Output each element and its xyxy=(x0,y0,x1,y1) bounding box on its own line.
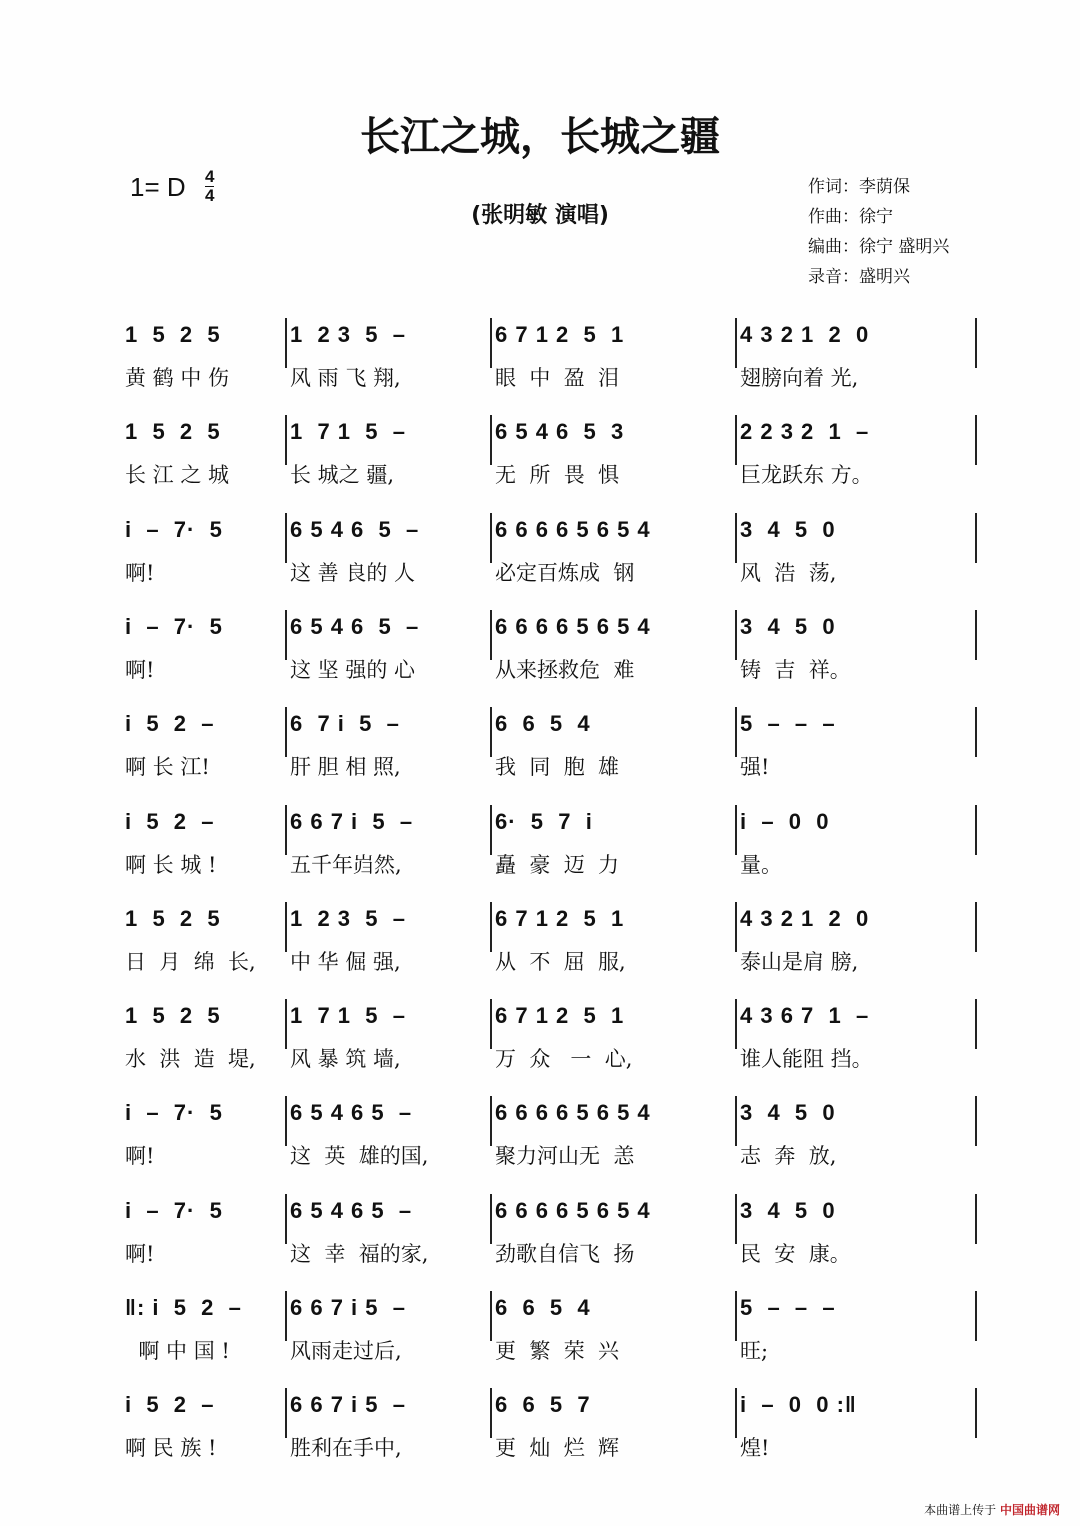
score-row xyxy=(125,906,980,986)
measure-lyrics: 风 浩 荡, xyxy=(740,560,837,585)
measure-notes: i 5 2 – xyxy=(125,711,215,737)
measure-lyrics: 矗 豪 迈 力 xyxy=(495,852,620,877)
measure-notes: 3 4 5 0 xyxy=(740,1100,836,1126)
barline xyxy=(490,902,492,952)
measure-lyrics: 我 同 胞 雄 xyxy=(495,755,620,780)
measure-notes: 3 4 5 0 xyxy=(740,1197,836,1223)
measure-lyrics: 万 众 一 心, xyxy=(495,1047,633,1072)
barline xyxy=(735,805,737,855)
measure-notes: 4 3 2 1 2 0 xyxy=(740,322,870,347)
barline xyxy=(490,707,492,757)
measure-notes: i – 7· 5 xyxy=(125,1197,223,1223)
measure-lyrics: 这 幸 福的家, xyxy=(290,1241,429,1266)
barline xyxy=(285,610,287,660)
measure-lyrics: 聚力河山无 恙 xyxy=(495,1144,635,1169)
barline xyxy=(285,902,287,952)
barline xyxy=(735,902,737,952)
recording: 录音：盛明兴 xyxy=(808,267,910,287)
measure-notes: i 5 2 – xyxy=(125,808,215,834)
barline xyxy=(975,1388,977,1438)
measure-notes: 6 5 4 6 5 – xyxy=(290,613,420,639)
measure-lyrics: 黄 鹤 中 伤 xyxy=(125,366,230,390)
measure-notes: 1 7 1 5 – xyxy=(290,1003,406,1029)
measure-notes: 6 6 6 6 5 6 5 4 xyxy=(495,1100,651,1126)
measure-notes: 6· 5 7 i xyxy=(495,808,593,834)
measure-lyrics: 啊! xyxy=(125,1241,155,1266)
measure-notes: 5 – – – xyxy=(740,1295,836,1320)
barline xyxy=(735,1388,737,1438)
barline xyxy=(735,415,737,465)
measure-lyrics: 翅膀向着 光, xyxy=(740,366,859,390)
measure-lyrics: 五千年岿然, xyxy=(290,852,402,877)
measure-lyrics: 肝 胆 相 照, xyxy=(290,755,401,780)
barline xyxy=(975,707,977,757)
barline xyxy=(490,1388,492,1438)
measure-notes: i – 7· 5 xyxy=(125,613,223,639)
measure-lyrics: 中 华 倔 强, xyxy=(290,949,401,974)
barline xyxy=(285,1096,287,1146)
barline xyxy=(975,1096,977,1146)
measure-notes: 1 5 2 5 xyxy=(125,905,221,931)
key-signature: 1= D xyxy=(130,172,186,202)
measure-lyrics: 啊 民 族 ! xyxy=(125,1436,217,1461)
barline xyxy=(285,707,287,757)
credits xyxy=(808,172,949,292)
barline xyxy=(735,707,737,757)
barline xyxy=(490,318,492,368)
measure-lyrics: 泰山是肩 膀, xyxy=(740,949,859,974)
measure-notes: i 5 2 – xyxy=(125,1392,215,1418)
measure-lyrics: 啊 长 城 ! xyxy=(125,852,217,877)
score-row xyxy=(125,517,980,597)
barline xyxy=(490,610,492,660)
barline xyxy=(735,1096,737,1146)
barline xyxy=(490,805,492,855)
measure-notes: 3 4 5 0 xyxy=(740,516,836,542)
measure-lyrics: 啊! xyxy=(125,657,155,682)
barline xyxy=(975,513,977,563)
measure-notes: 6 6 7 i 5 – xyxy=(290,808,414,834)
measure-notes: 6 6 5 4 xyxy=(495,711,591,737)
measure-notes: 6 6 6 6 5 6 5 4 xyxy=(495,1197,651,1223)
barline xyxy=(490,415,492,465)
barline xyxy=(285,1388,287,1438)
barline xyxy=(735,513,737,563)
measure-lyrics: 旺; xyxy=(740,1339,769,1363)
measure-lyrics: 胜利在手中, xyxy=(290,1436,402,1461)
footer xyxy=(924,1501,1060,1518)
measure-notes: 1 2 3 5 – xyxy=(290,905,406,931)
measure-notes: 3 4 5 0 xyxy=(740,613,836,639)
time-sig-bottom: 4 xyxy=(205,186,215,205)
barline xyxy=(285,805,287,855)
measure-notes: 1 5 2 5 xyxy=(125,419,221,445)
barline xyxy=(735,999,737,1049)
measure-lyrics: 风 暴 筑 墙, xyxy=(290,1047,401,1072)
barline xyxy=(285,1194,287,1244)
measure-lyrics: 这 英 雄的国, xyxy=(290,1144,429,1169)
measure-notes: 2 2 3 2 1 – xyxy=(740,419,870,445)
time-sig-top: 4 xyxy=(205,167,215,186)
song-title: 长江之城，长城之疆 xyxy=(360,113,720,160)
barline xyxy=(735,318,737,368)
barline xyxy=(975,318,977,368)
measure-notes: 6 7 1 2 5 1 xyxy=(495,1003,625,1029)
barline xyxy=(285,1291,287,1341)
barline xyxy=(975,415,977,465)
score-row xyxy=(125,711,980,791)
measure-lyrics: 从 不 屈 服, xyxy=(495,949,626,974)
measure-notes: 6 5 4 6 5 – xyxy=(290,1197,413,1223)
measure-lyrics: 无 所 畏 惧 xyxy=(495,463,620,488)
score-row xyxy=(125,1392,980,1472)
measure-lyrics: 量。 xyxy=(740,852,782,877)
barline xyxy=(735,1291,737,1341)
measure-notes: i – 0 0 :‖ xyxy=(740,1392,857,1418)
measure-lyrics: 巨龙跃东 方。 xyxy=(740,463,873,488)
site-logo: 中国曲谱网 xyxy=(999,1503,1060,1517)
measure-lyrics: 啊! xyxy=(125,560,155,585)
measure-lyrics: 风 雨 飞 翔, xyxy=(290,366,401,390)
barline xyxy=(975,999,977,1049)
measure-notes: 6 5 4 6 5 3 xyxy=(495,419,625,445)
measure-notes: 1 5 2 5 xyxy=(125,322,221,347)
arranger: 编曲：徐宁 盛明兴 xyxy=(808,237,950,257)
measure-lyrics: 煌! xyxy=(740,1436,770,1461)
measure-lyrics: 长 城之 疆, xyxy=(290,463,395,488)
lyricist: 作词：李荫保 xyxy=(808,177,910,197)
measure-notes: 6 5 4 6 5 – xyxy=(290,1100,413,1126)
score-row xyxy=(125,614,980,694)
measure-notes: 4 3 6 7 1 – xyxy=(740,1003,870,1029)
measure-lyrics: 啊 长 江! xyxy=(125,755,210,780)
score-row xyxy=(125,419,980,499)
score-row xyxy=(125,1100,980,1180)
barline xyxy=(490,1194,492,1244)
measure-lyrics: 志 奔 放, xyxy=(740,1144,837,1169)
barline xyxy=(490,999,492,1049)
measure-notes: 6 6 6 6 5 6 5 4 xyxy=(495,516,651,542)
barline xyxy=(490,513,492,563)
barline xyxy=(285,415,287,465)
score-row xyxy=(125,1003,980,1083)
measure-notes: ‖: i 5 2 – xyxy=(125,1295,242,1320)
measure-notes: 6 7 i 5 – xyxy=(290,711,400,737)
measure-notes: 6 5 4 6 5 – xyxy=(290,516,420,542)
barline xyxy=(735,1194,737,1244)
measure-notes: 6 6 5 4 xyxy=(495,1295,591,1320)
measure-notes: i – 7· 5 xyxy=(125,516,223,542)
measure-notes: 6 7 1 2 5 1 xyxy=(495,322,625,347)
measure-notes: 6 6 6 6 5 6 5 4 xyxy=(495,613,651,639)
measure-lyrics: 铸 吉 祥。 xyxy=(740,657,851,682)
measure-lyrics: 水 洪 造 堤, xyxy=(125,1047,256,1072)
barline xyxy=(975,1194,977,1244)
measure-lyrics: 日 月 绵 长, xyxy=(125,949,256,974)
barline xyxy=(490,1096,492,1146)
measure-lyrics: 这 善 良的 人 xyxy=(290,560,416,585)
barline xyxy=(975,805,977,855)
singer: (张明敏 演唱) xyxy=(471,203,609,228)
score-row xyxy=(125,1198,980,1278)
barline xyxy=(975,610,977,660)
measure-notes: 4 3 2 1 2 0 xyxy=(740,905,870,931)
footer-text: 本曲谱上传于 xyxy=(924,1503,997,1517)
barline xyxy=(285,513,287,563)
score-row xyxy=(125,1295,980,1375)
score-row xyxy=(125,322,980,402)
measure-lyrics: 谁人能阻 挡。 xyxy=(740,1047,873,1072)
measure-notes: 1 7 1 5 – xyxy=(290,419,406,445)
measure-lyrics: 必定百炼成 钢 xyxy=(495,560,635,585)
measure-lyrics: 啊 中 国 ! xyxy=(125,1339,230,1363)
measure-notes: 1 2 3 5 – xyxy=(290,322,406,347)
measure-lyrics: 强! xyxy=(740,755,770,780)
barline xyxy=(285,999,287,1049)
measure-notes: 6 6 7 i 5 – xyxy=(290,1392,406,1418)
measure-lyrics: 眼 中 盈 泪 xyxy=(495,366,620,390)
barline xyxy=(285,318,287,368)
barline xyxy=(490,1291,492,1341)
measure-notes: i – 0 0 xyxy=(740,808,830,834)
measure-lyrics: 从来拯救危 难 xyxy=(495,657,635,682)
measure-lyrics: 风雨走过后, xyxy=(290,1339,402,1363)
measure-notes: i – 7· 5 xyxy=(125,1100,223,1126)
measure-lyrics: 这 坚 强的 心 xyxy=(290,657,416,682)
barline xyxy=(975,902,977,952)
measure-notes: 5 – – – xyxy=(740,711,836,737)
barline xyxy=(975,1291,977,1341)
measure-lyrics: 啊! xyxy=(125,1144,155,1169)
barline xyxy=(735,610,737,660)
measure-lyrics: 长 江 之 城 xyxy=(125,463,230,488)
score-row xyxy=(125,809,980,889)
measure-lyrics: 更 繁 荣 兴 xyxy=(495,1339,620,1363)
measure-notes: 6 7 1 2 5 1 xyxy=(495,905,625,931)
measure-notes: 6 6 7 i 5 – xyxy=(290,1295,406,1320)
measure-notes: 1 5 2 5 xyxy=(125,1003,221,1029)
composer: 作曲：徐宁 xyxy=(808,207,893,227)
measure-notes: 6 6 5 7 xyxy=(495,1392,591,1418)
measure-lyrics: 劲歌自信飞 扬 xyxy=(495,1241,635,1266)
measure-lyrics: 民 安 康。 xyxy=(740,1241,851,1266)
measure-lyrics: 更 灿 烂 辉 xyxy=(495,1436,620,1461)
